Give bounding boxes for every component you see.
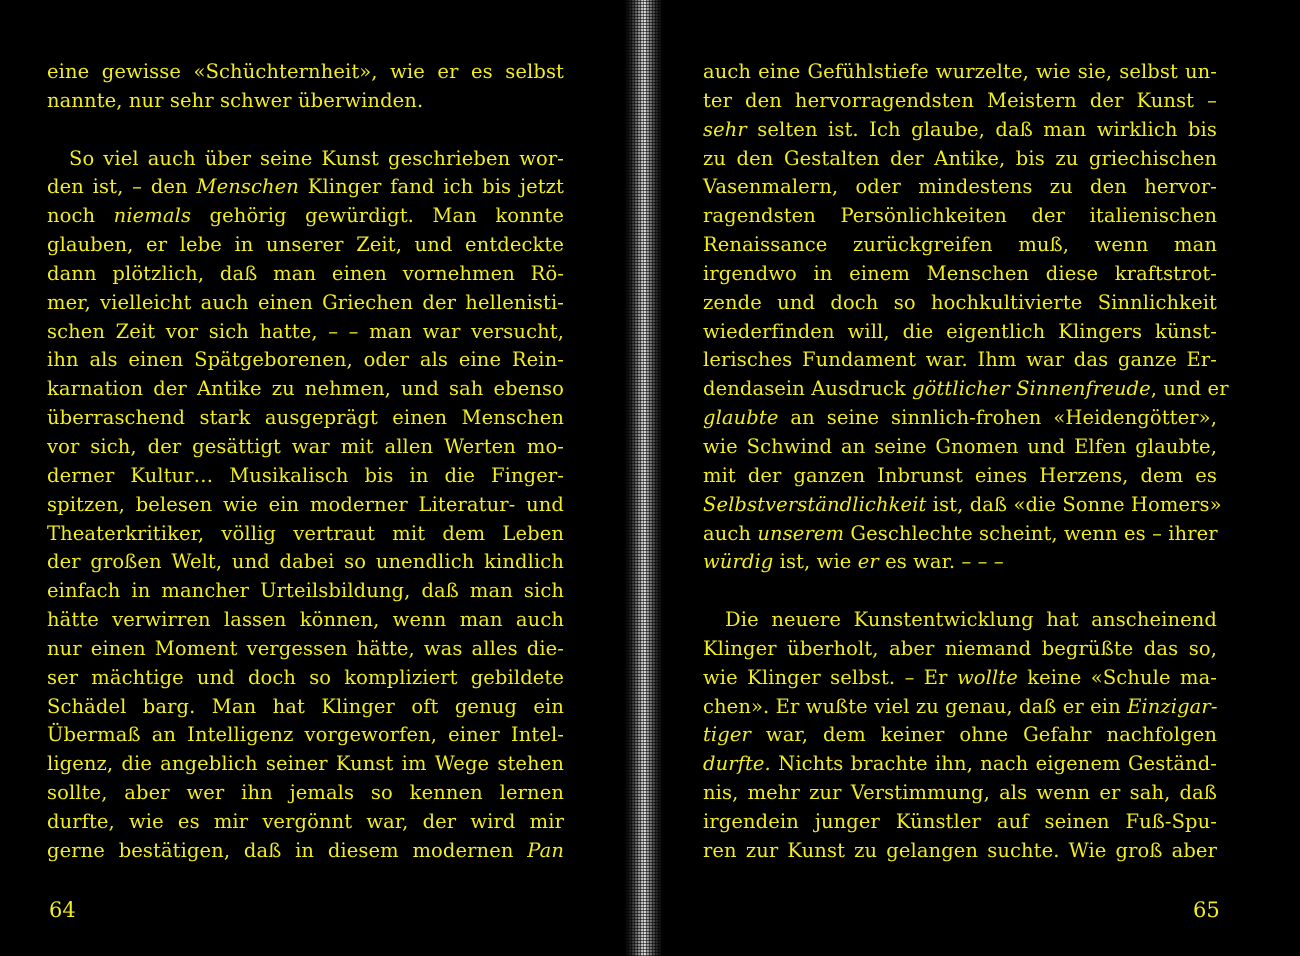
text-run: wie Klinger selbst. – Er bbox=[703, 665, 957, 689]
text-line: überraschend stark ausgeprägt einen Menschen bbox=[47, 406, 564, 430]
text-line: lerisches Fundament war. Ihm war das ganze Er- bbox=[703, 348, 1217, 372]
right-paragraph-1 bbox=[703, 58, 1229, 577]
text-run: dendasein Ausdruck bbox=[703, 377, 913, 401]
text-line: mit der ganzen Inbrunst eines Herzens, dem es bbox=[703, 463, 1217, 487]
text-run: den ist, – den bbox=[47, 175, 197, 199]
text-line: auch eine Gefühlstiefe wurzelte, wie sie, selbst un- bbox=[703, 60, 1217, 83]
text-line: derner Kultur… Musikalisch bis in die Finger- bbox=[47, 463, 564, 487]
text-line: dann plötzlich, daß man einen vornehmen Rö- bbox=[47, 261, 564, 285]
text-run: Klinger fand ich bis jetzt bbox=[298, 175, 564, 199]
text-line bbox=[703, 375, 1229, 404]
text-line: vor sich, der gesättigt war mit allen Werten mo- bbox=[47, 434, 564, 458]
text-run: , und er bbox=[1150, 377, 1229, 401]
text-line: der großen Welt, und dabei so unendlich kindlich bbox=[47, 550, 564, 574]
text-line: ser mächtige und doch so kompliziert gebildete bbox=[47, 665, 564, 689]
text-line bbox=[703, 548, 1217, 577]
text-line: schen Zeit vor sich hatte, – – man war versucht, bbox=[47, 319, 564, 343]
text-run: auch bbox=[703, 521, 758, 545]
text-line: ragendsten Persönlichkeiten der italienischen bbox=[703, 204, 1217, 228]
text-line: mer, vielleicht auch einen Griechen der hellenisti- bbox=[47, 290, 564, 314]
text-line: durfte, wie es mir vergönnt war, der wird mir bbox=[47, 809, 564, 833]
text-run: Geschlechte scheint, wenn es – ihrer bbox=[844, 521, 1218, 545]
paragraph-gap bbox=[703, 577, 1217, 606]
text-run: an seine sinnlich-frohen «Heidengötter», bbox=[778, 406, 1217, 430]
text-line: Übermaß an Intelligenz vorgeworfen, einer Intel- bbox=[47, 723, 564, 747]
paragraph-gap bbox=[47, 116, 564, 145]
text-run: Nichts brachte ihn, nach eigenem Geständ- bbox=[770, 752, 1217, 776]
emphasis-text: tiger bbox=[703, 723, 751, 747]
text-line: zu den Gestalten der Antike, bis zu griechischen bbox=[703, 146, 1217, 170]
text-line: Die neuere Kunstentwicklung hat anscheinend bbox=[725, 608, 1217, 632]
text-run: gerne bestätigen, daß in diesem modernen bbox=[47, 838, 528, 862]
emphasis-text: durfte. bbox=[703, 752, 771, 776]
text-line: sollte, aber wer ihn jemals so kennen lernen bbox=[47, 781, 564, 805]
text-line: Schädel barg. Man hat Klinger oft genug ein bbox=[47, 694, 564, 718]
text-run: gehörig gewürdigt. Man konnte bbox=[191, 204, 564, 228]
emphasis-text: sehr bbox=[703, 117, 747, 141]
text-line: ligenz, die angeblich seiner Kunst im Wege stehen bbox=[47, 752, 564, 776]
text-line: eine gewisse «Schüchternheit», wie er es selbst bbox=[47, 60, 564, 83]
text-line: ter den hervorragendsten Meistern der Kunst – bbox=[703, 88, 1217, 112]
emphasis-text: Einzigar- bbox=[1127, 694, 1218, 718]
text-line: nis, mehr zur Verstimmung, als wenn er sah, daß bbox=[703, 781, 1217, 805]
text-line bbox=[47, 202, 564, 231]
right-page bbox=[703, 58, 1229, 898]
text-line bbox=[703, 750, 1217, 779]
page-number-left: 64 bbox=[49, 898, 76, 922]
text-line: spitzen, belesen wie ein moderner Literatur- und bbox=[47, 492, 564, 516]
text-line: Theaterkritiker, völlig vertraut mit dem Leben bbox=[47, 521, 564, 545]
text-run: keine «Schule ma- bbox=[1017, 665, 1217, 689]
text-line: wie Schwind an seine Gnomen und Elfen glaubte, bbox=[703, 434, 1217, 458]
emphasis-text: Pan bbox=[527, 838, 564, 862]
text-line bbox=[703, 693, 1217, 722]
text-line: ihn als einen Spätgeborenen, oder als eine Rein- bbox=[47, 348, 564, 372]
text-line: irgendein junger Künstler auf seinen Fuß-Spu- bbox=[703, 809, 1217, 833]
emphasis-text: glaubte bbox=[703, 406, 779, 430]
emphasis-text: wollte bbox=[956, 665, 1018, 689]
text-line: Vasenmalern, oder mindestens zu den hervor- bbox=[703, 175, 1217, 199]
text-line: nur einen Moment vergessen hätte, was alles die- bbox=[47, 636, 564, 660]
emphasis-text: er bbox=[857, 550, 879, 574]
text-line: einfach in mancher Urteilsbildung, daß man sich bbox=[47, 579, 564, 603]
text-line: nannte, nur sehr schwer überwinden. bbox=[47, 88, 424, 112]
text-line bbox=[703, 491, 1222, 520]
right-paragraph-2 bbox=[703, 606, 1217, 866]
text-line: karnation der Antike zu nehmen, und sah ebenso bbox=[47, 377, 564, 401]
text-run: selten ist. Ich glaube, daß man wirklich bis bbox=[746, 117, 1217, 141]
emphasis-text: würdig bbox=[703, 550, 774, 574]
emphasis-text: Menschen bbox=[196, 175, 299, 199]
emphasis-text: niemals bbox=[113, 204, 192, 228]
text-line: zende und doch so hochkultivierte Sinnlichkeit bbox=[703, 290, 1217, 314]
text-line: Renaissance zurückgreifen muß, wenn man bbox=[703, 233, 1217, 257]
text-line: irgendwo in einem Menschen diese kraftstrot- bbox=[703, 261, 1217, 285]
text-run: ist, wie bbox=[773, 550, 858, 574]
text-line: ren zur Kunst zu gelangen suchte. Wie groß aber bbox=[703, 838, 1217, 862]
emphasis-text: unserem bbox=[757, 521, 845, 545]
text-line bbox=[703, 520, 1217, 549]
text-line: Klinger überholt, aber niemand begrüßte das so, bbox=[703, 636, 1217, 660]
text-line bbox=[47, 173, 564, 202]
text-run: chen». Er wußte viel zu genau, daß er ein bbox=[703, 694, 1128, 718]
text-line bbox=[703, 664, 1217, 693]
left-paragraph-2 bbox=[47, 145, 564, 866]
text-run: war, dem keiner ohne Gefahr nachfolgen bbox=[750, 723, 1217, 747]
text-line: So viel auch über seine Kunst geschrieben wor- bbox=[69, 146, 564, 170]
left-page bbox=[47, 58, 564, 898]
text-run: es war. – – – bbox=[878, 550, 1004, 574]
text-line bbox=[703, 721, 1217, 750]
text-run: ist, daß «die Sonne Homers» bbox=[926, 492, 1222, 516]
text-line bbox=[703, 116, 1217, 145]
page-number-right: 65 bbox=[1193, 898, 1220, 922]
emphasis-text: göttlicher Sinnenfreude bbox=[912, 377, 1151, 401]
emphasis-text: Selbstverständlichkeit bbox=[703, 492, 927, 516]
text-line bbox=[47, 837, 564, 866]
book-gutter bbox=[625, 0, 663, 956]
text-line: hätte verwirren lassen können, wenn man auch bbox=[47, 608, 564, 632]
left-paragraph-1 bbox=[47, 58, 564, 116]
text-run: noch bbox=[47, 204, 114, 228]
text-line: glauben, er lebe in unserer Zeit, und entdeckte bbox=[47, 233, 564, 257]
text-line: wiederfinden will, die eigentlich Klingers künst- bbox=[703, 319, 1217, 343]
text-line bbox=[703, 404, 1217, 433]
